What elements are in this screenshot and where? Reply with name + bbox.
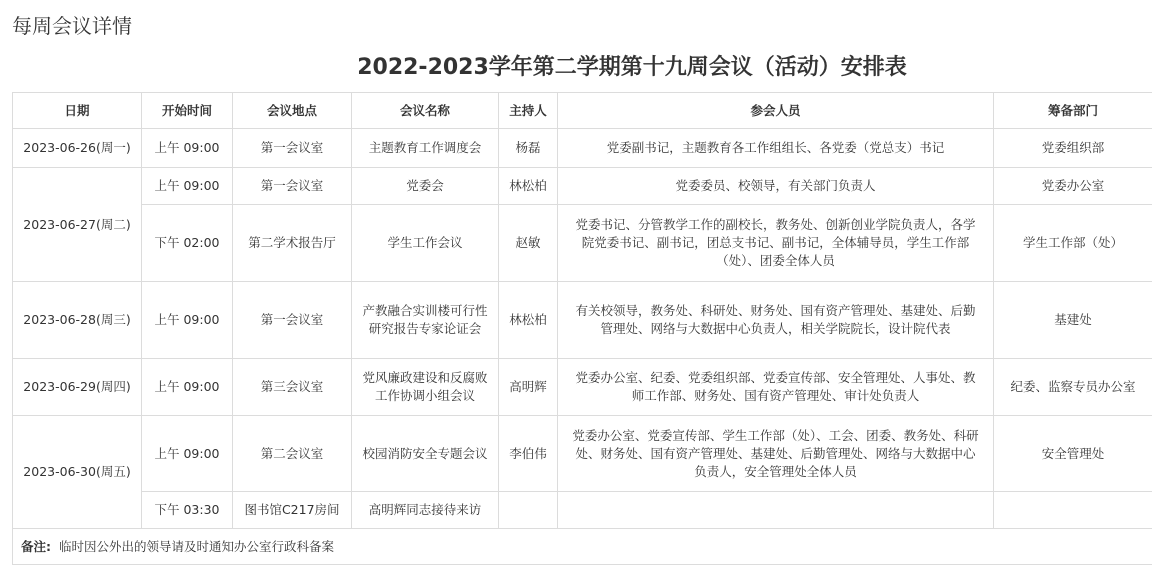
- host-cell: 李伯伟: [499, 416, 558, 492]
- attendees-cell: 有关校领导，教务处、科研处、财务处、国有资产管理处、基建处、后勤管理处、网络与大数据中心负责人，相关学院院长，设计院代表: [558, 282, 994, 359]
- date-cell: 2023-06-26(周一): [13, 129, 142, 168]
- column-header-meeting-name: 会议名称: [352, 93, 499, 129]
- location-cell: 第一会议室: [233, 282, 352, 359]
- time-cell: 上午 09:00: [142, 359, 233, 416]
- table-row: [13, 416, 1152, 492]
- department-cell: 学生工作部（处）: [994, 205, 1152, 282]
- department-cell: 党委办公室: [994, 168, 1152, 205]
- date-cell: 2023-06-28(周三): [13, 282, 142, 359]
- attendees-cell: 党委办公室、党委宣传部、学生工作部（处）、工会、团委、教务处、科研处、财务处、国有资产管理处、基建处、后勤管理处、网络与大数据中心负责人，安全管理处全体人员: [558, 416, 994, 492]
- table-row: [13, 359, 1152, 416]
- time-cell: 上午 09:00: [142, 168, 233, 205]
- host-cell: 杨磊: [499, 129, 558, 168]
- time-cell: 下午 02:00: [142, 205, 233, 282]
- meeting-name-cell: 校园消防安全专题会议: [352, 416, 499, 492]
- meeting-schedule-table: [12, 92, 1152, 565]
- document-title: 2022-2023学年第二学期第十九周会议（活动）安排表: [357, 55, 907, 80]
- meeting-name-cell: 主题教育工作调度会: [352, 129, 499, 168]
- host-cell: 赵敏: [499, 205, 558, 282]
- column-header-attendees: 参会人员: [558, 93, 994, 129]
- host-cell: 高明辉: [499, 359, 558, 416]
- date-cell: 2023-06-30(周五): [13, 416, 142, 529]
- department-cell: 党委组织部: [994, 129, 1152, 168]
- time-cell: 上午 09:00: [142, 416, 233, 492]
- department-cell: [994, 492, 1152, 529]
- column-header-department: 筹备部门: [994, 93, 1152, 129]
- table-row: [13, 129, 1152, 168]
- attendees-cell: [558, 492, 994, 529]
- location-cell: 图书馆C217房间: [233, 492, 352, 529]
- meeting-name-cell: 高明辉同志接待来访: [352, 492, 499, 529]
- note-cell: [13, 529, 1152, 565]
- table-header-row: [13, 93, 1152, 129]
- page-heading: 每周会议详情: [12, 14, 132, 38]
- attendees-cell: 党委委员、校领导，有关部门负责人: [558, 168, 994, 205]
- table-row: [13, 492, 1152, 529]
- date-cell: 2023-06-29(周四): [13, 359, 142, 416]
- date-cell: 2023-06-27(周二): [13, 168, 142, 282]
- location-cell: 第三会议室: [233, 359, 352, 416]
- location-cell: 第一会议室: [233, 129, 352, 168]
- department-cell: 基建处: [994, 282, 1152, 359]
- department-cell: 纪委、监察专员办公室: [994, 359, 1152, 416]
- meeting-name-cell: 学生工作会议: [352, 205, 499, 282]
- table-row: [13, 168, 1152, 205]
- host-cell: [499, 492, 558, 529]
- time-cell: 上午 09:00: [142, 129, 233, 168]
- meeting-name-cell: 党风廉政建设和反腐败工作协调小组会议: [352, 359, 499, 416]
- host-cell: 林松柏: [499, 168, 558, 205]
- location-cell: 第二会议室: [233, 416, 352, 492]
- column-header-start-time: 开始时间: [142, 93, 233, 129]
- table-row: [13, 282, 1152, 359]
- host-cell: 林松柏: [499, 282, 558, 359]
- column-header-location: 会议地点: [233, 93, 352, 129]
- meeting-name-cell: 产教融合实训楼可行性研究报告专家论证会: [352, 282, 499, 359]
- attendees-cell: 党委书记、分管教学工作的副校长，教务处、创新创业学院负责人，各学院党委书记、副书记，团总支书记、副书记，全体辅导员，学生工作部（处）、团委全体人员: [558, 205, 994, 282]
- meeting-name-cell: 党委会: [352, 168, 499, 205]
- time-cell: 上午 09:00: [142, 282, 233, 359]
- department-cell: 安全管理处: [994, 416, 1152, 492]
- note-row: [13, 529, 1152, 565]
- time-cell: 下午 03:30: [142, 492, 233, 529]
- location-cell: 第二学术报告厅: [233, 205, 352, 282]
- table-row: [13, 205, 1152, 282]
- column-header-date: 日期: [13, 93, 142, 129]
- column-header-host: 主持人: [499, 93, 558, 129]
- attendees-cell: 党委副书记，主题教育各工作组组长、各党委（党总支）书记: [558, 129, 994, 168]
- attendees-cell: 党委办公室、纪委、党委组织部、党委宣传部、安全管理处、人事处、教师工作部、财务处、国有资产管理处、审计处负责人: [558, 359, 994, 416]
- note-text: 临时因公外出的领导请及时通知办公室行政科备案: [58, 538, 334, 554]
- note-label: 备注:: [21, 538, 51, 554]
- location-cell: 第一会议室: [233, 168, 352, 205]
